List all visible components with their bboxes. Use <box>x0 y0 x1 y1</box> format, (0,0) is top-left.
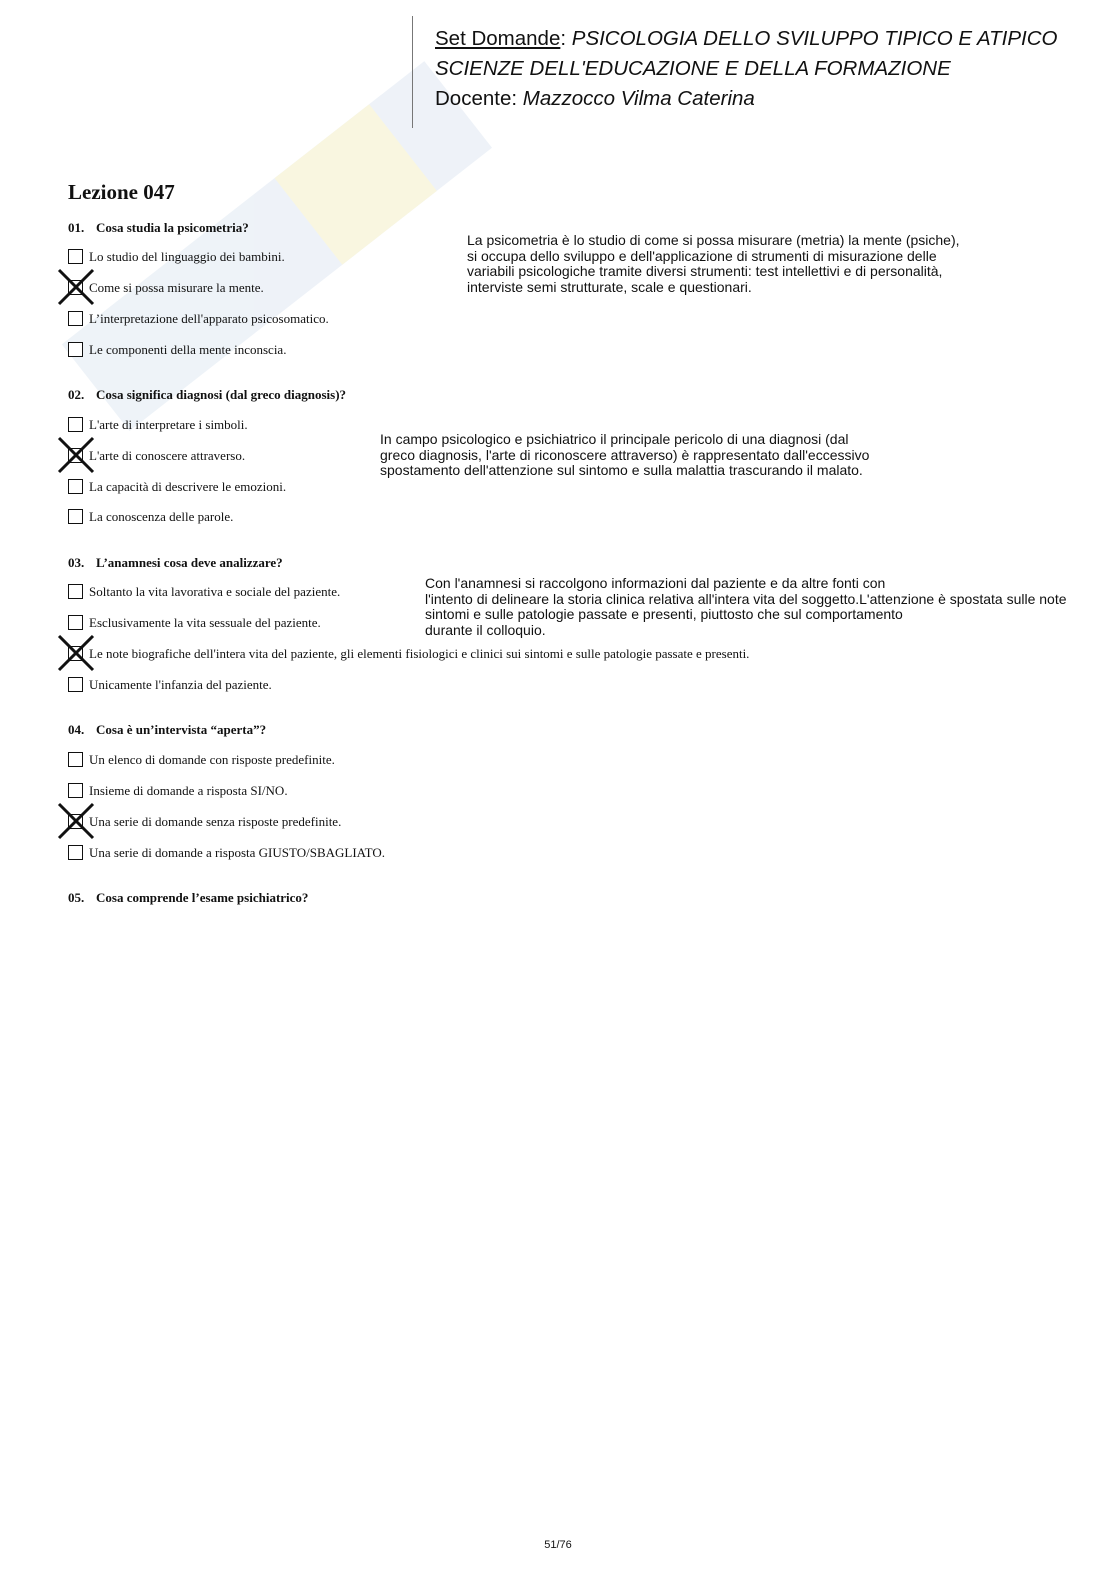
answer-text: Una serie di domande a risposta GIUSTO/SBAGLIATO. <box>89 845 385 860</box>
teacher-name: Mazzocco Vilma Caterina <box>522 87 755 110</box>
answer-text: La capacità di descrivere le emozioni. <box>89 479 287 494</box>
answer-text: Lo studio del linguaggio dei bambini. <box>89 249 285 264</box>
answer-checkbox[interactable] <box>68 845 83 860</box>
answer-checkbox[interactable] <box>68 479 83 494</box>
header-divider <box>412 16 413 128</box>
answer-text: L’interpretazione dell'apparato psicosomatico. <box>89 311 329 326</box>
question-title <box>68 555 283 571</box>
answer-explanation: Con l'anamnesi si raccolgono informazioni dal paziente e da altre fonti con l'intento di delineare la storia clinica relativa all'intera vita del soggetto.L'attenzione è spostata sulle note sintomi e sulle patologie passate e presenti, piuttosto che sul comportamento durante il colloquio. <box>425 575 1067 638</box>
answer-explanation: In campo psicologico e psichiatrico il principale pericolo di una diagnosi (dal greco diagnosis, l'arte di riconoscere attraverso) è rappresentato dall'eccessivo spostamento dell'attenzione sul sintomo e sulla malattia trascurando il malato. <box>380 431 870 478</box>
answer-text: Esclusivamente la vita sessuale del paziente. <box>89 615 321 630</box>
question-number: 02. <box>68 387 85 402</box>
answer-text: Soltanto la vita lavorativa e sociale del paziente. <box>89 584 341 599</box>
question-number: 04. <box>68 722 85 737</box>
question-number: 01. <box>68 220 85 235</box>
answer-checkbox[interactable] <box>68 615 83 630</box>
answer-text: Un elenco di domande con risposte predefinite. <box>89 752 335 767</box>
answer-checkbox[interactable] <box>68 249 83 264</box>
answer-checkbox[interactable] <box>68 584 83 599</box>
teacher-label: Docente: <box>435 87 523 110</box>
question-text: Cosa comprende l’esame psichiatrico? <box>96 890 309 905</box>
question-text: Cosa studia la psicometria? <box>96 220 249 235</box>
answer-text: L'arte di conoscere attraverso. <box>89 448 246 463</box>
question-title <box>68 890 308 906</box>
document-header <box>435 24 1057 114</box>
faculty-line <box>435 54 1057 84</box>
answer-text: Una serie di domande senza risposte predefinite. <box>89 814 342 829</box>
answer-checkbox[interactable] <box>68 752 83 767</box>
answer-checkbox[interactable] <box>68 677 83 692</box>
answer-text: Unicamente l'infanzia del paziente. <box>89 677 272 692</box>
question-title <box>68 722 266 738</box>
question-title <box>68 220 249 236</box>
question-title <box>68 387 346 403</box>
question-text: Cosa è un’intervista “aperta”? <box>96 722 267 737</box>
answer-text: Insieme di domande a risposta SI/NO. <box>89 783 288 798</box>
course-title: PSICOLOGIA DELLO SVILUPPO TIPICO E ATIPICO <box>571 27 1058 50</box>
set-separator: : <box>560 27 572 50</box>
answer-checkbox[interactable] <box>68 783 83 798</box>
answer-checkbox[interactable] <box>68 342 83 357</box>
lesson-title: Lezione 047 <box>68 180 175 204</box>
set-label: Set Domande <box>435 27 561 50</box>
faculty-name: SCIENZE DELL'EDUCAZIONE E DELLA FORMAZIONE <box>435 57 951 80</box>
teacher-line <box>435 84 1057 114</box>
question-number: 05. <box>68 890 85 905</box>
answer-text: Come si possa misurare la mente. <box>89 280 264 295</box>
answer-text: Le componenti della mente inconscia. <box>89 342 287 357</box>
set-line <box>435 24 1057 54</box>
page-number: 51/76 <box>544 1539 572 1551</box>
question-text: Cosa significa diagnosi (dal greco diagnosis)? <box>96 387 347 402</box>
answer-text: La conoscenza delle parole. <box>89 509 234 524</box>
answer-text: Le note biografiche dell'intera vita del paziente, gli elementi fisiologici e clinici sui sintomi e sulle patologie passate e presenti. <box>89 646 750 661</box>
question-number: 03. <box>68 555 85 570</box>
answer-checkbox[interactable] <box>68 417 83 432</box>
answer-text: L'arte di interpretare i simboli. <box>89 417 248 432</box>
question-text: L’anamnesi cosa deve analizzare? <box>96 555 283 570</box>
answer-checkbox[interactable] <box>68 311 83 326</box>
answer-explanation: La psicometria è lo studio di come si possa misurare (metria) la mente (psiche), si occupa dello sviluppo e dell'applicazione di strumenti di misurazione delle variabili psicologiche tramite diversi strumenti: test intellettivi e di personalità, interviste semi strutturate, scale e questionari. <box>467 232 960 295</box>
answer-checkbox[interactable] <box>68 509 83 524</box>
